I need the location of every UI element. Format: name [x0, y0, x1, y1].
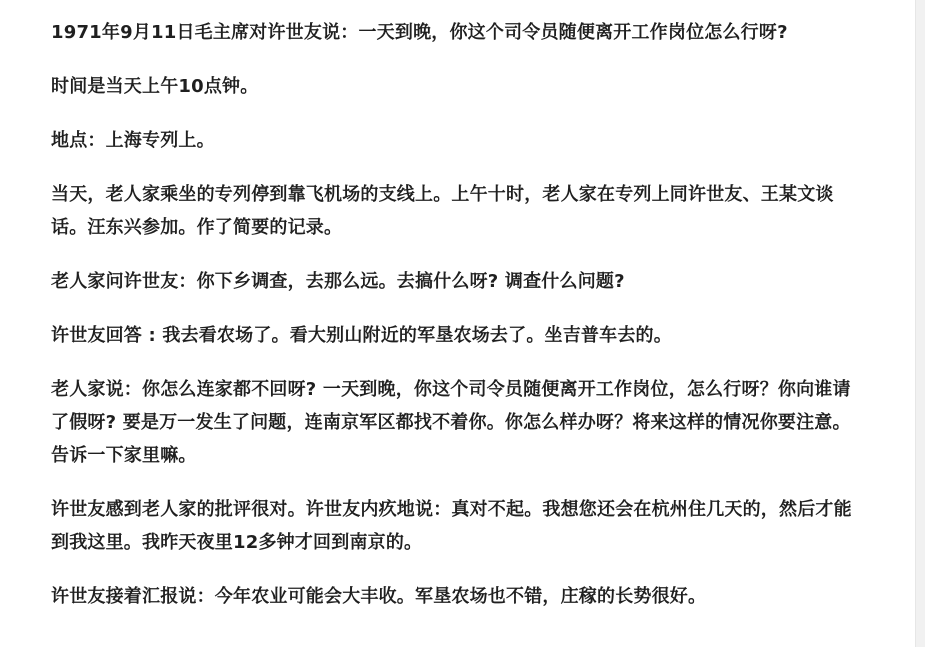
article-paragraph: 当天，老人家乘坐的专列停到靠飞机场的支线上。上午十时，老人家在专列上同许世友、王某文谈话。汪东兴参加。作了简要的记录。	[51, 184, 834, 238]
article-paragraph: 地点：上海专列上。	[51, 130, 215, 151]
article-body	[51, 16, 861, 634]
article-paragraph: 许世友感到老人家的批评很对。许世友内疚地说：真对不起。我想您还会在杭州住几天的，然后才能到我这里。我昨天夜里12多钟才回到南京的。	[51, 499, 852, 553]
article-paragraph: 时间是当天上午10点钟。	[51, 76, 259, 97]
article-paragraph: 许世友回答 : 我去看农场了。看大别山附近的军垦农场去了。坐吉普车去的。	[51, 325, 672, 346]
article-paragraph: 老人家说：你怎么连家都不回呀? 一天到晚，你这个司令员随便离开工作岗位，怎么行呀？你向谁请了假呀? 要是万一发生了问题，连南京军区都找不着你。你怎么样办呀？将来这样的情况你要注意。告诉一下家里嘛。	[51, 379, 851, 466]
vertical-scrollbar[interactable]	[915, 0, 925, 647]
article-paragraph: 老人家问许世友：你下乡调查，去那么远。去搞什么呀? 调查什么问题?	[51, 271, 625, 292]
article-paragraph: 许世友接着汇报说：今年农业可能会大丰收。军垦农场也不错，庄稼的长势很好。	[51, 586, 707, 607]
article-paragraph: 1971年9月11日毛主席对许世友说：一天到晚，你这个司令员随便离开工作岗位怎么行呀?	[51, 22, 788, 43]
